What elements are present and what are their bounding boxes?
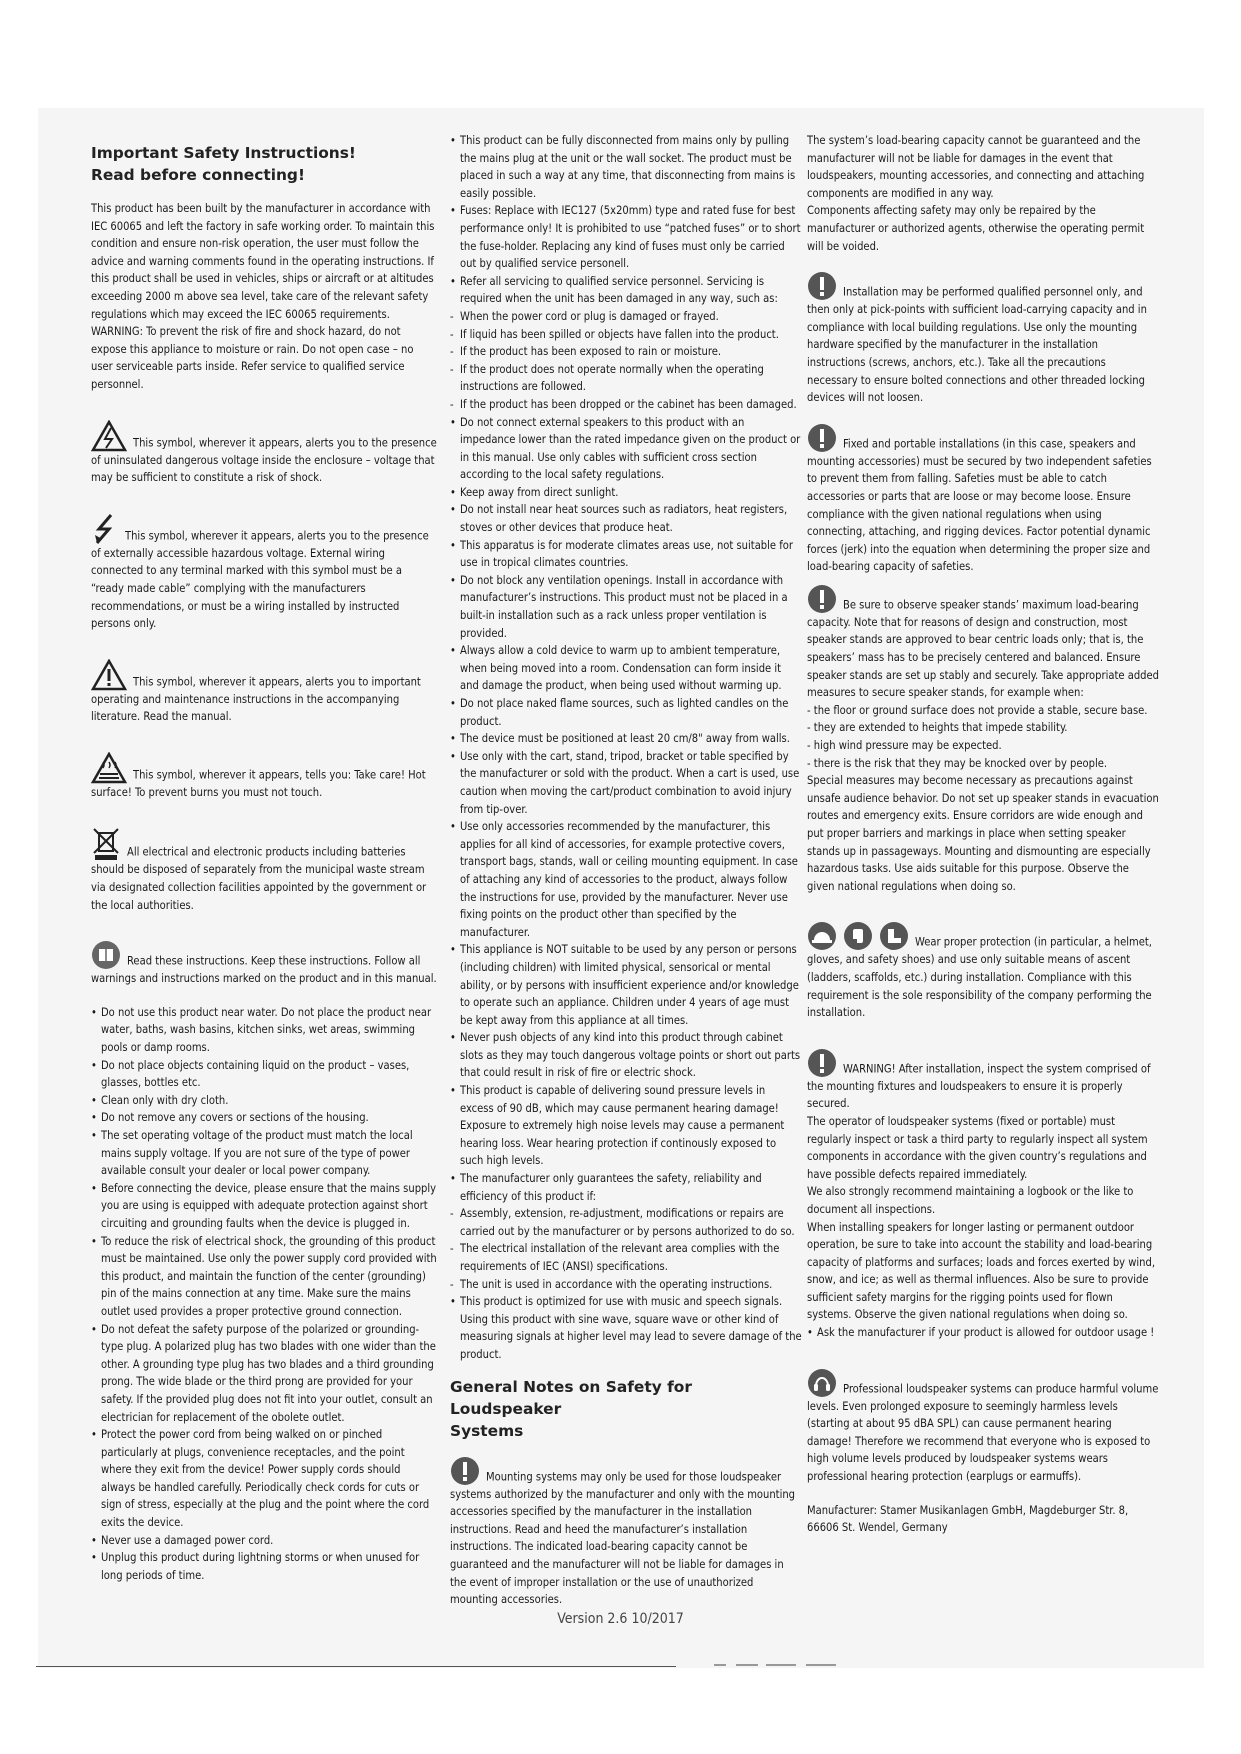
footer-fragment xyxy=(736,1664,758,1666)
list-item: • Do not place objects containing liquid on the product – vases, glasses, bottles etc. xyxy=(91,1057,437,1092)
list-item: • The device must be positioned at least 20 cm/8" away from walls. xyxy=(450,730,802,748)
list-item: • Do not remove any covers or sections of the housing. xyxy=(91,1109,437,1127)
warning-circle-icon xyxy=(807,584,837,614)
list-item: - there is the risk that they may be knocked over by people. xyxy=(807,756,1108,770)
safety-bullet-list xyxy=(91,1004,437,1585)
list-item: • Do not use this product near water. Do not place the product near water, baths, wash basins, kitchen sinks, wet areas, swimming pools or damp rooms. xyxy=(91,1004,437,1057)
symbol-weee-note: All electrical and electronic products including batteries should be disposed of separately from the municipal waste stream via designated collection facilities appointed by the government or the local authorities. xyxy=(91,827,437,914)
manufacturer-address: Manufacturer: Stamer Musikanlagen GmbH, Magdeburger Str. 8, 66606 St. Wendel, Germany xyxy=(807,1503,1129,1535)
safety-bullet-list-2 xyxy=(450,132,802,1364)
symbol-external-note: This symbol, wherever it appears, alerts you to the presence of externally accessible hazardous voltage. External wiring connected to any terminal marked with this symbol must be a “ready made cable” complying with the manufacturers recommendations, or must be a wiring installed by instructed persons only. xyxy=(91,513,437,633)
intro-paragraph: This product has been built by the manufacturer in accordance with IEC 60065 and left the factory in safe working order. To maintain this condition and ensure non-risk operation, the user must follow the advice and warning comments found in the operating instructions. If this product shall be used in vehicles, ships or aircraft or at altitudes exceeding 2000 m above sea level, take care of the relevant safety regulations which may exceed the IEC 60065 requirements. xyxy=(91,202,435,321)
list-item: • The set operating voltage of the product must match the local mains supply voltage. If you are not sure of the type of power available consult your dealer or local power company. xyxy=(91,1127,437,1180)
list-item: - The unit is used in accordance with the operating instructions. xyxy=(450,1276,802,1294)
symbol-manual-note: This symbol, wherever it appears, alerts you to important operating and maintenance instructions in the accompanying literature. Read the manual. xyxy=(91,659,437,726)
list-item: - The electrical installation of the relevant area complies with the requirements of IEC (ANSI) specifications. xyxy=(450,1240,802,1275)
list-item: • Never use a damaged power cord. xyxy=(91,1532,437,1550)
list-item: - Assembly, extension, re-adjustment, modifications or repairs are carried out by the manufacturer or by persons authorized to do so. xyxy=(450,1205,802,1240)
list-item: • This product is capable of delivering sound pressure levels in excess of 90 dB, which may cause permanent hearing damage! Exposure to extremely high noise levels may cause a permanent hearing loss. Wear hearing protection if continously exposed to such high levels. xyxy=(450,1082,802,1170)
special-measures-paragraph: Special measures may become necessary as precautions against unsafe audience behavior. Do not set up speaker stands in evacuation routes and emergency exits. Ensure corridors are wide enough and put proper barriers and markings in place when setting speaker stands up in passageways. Mounting and dismounting are especially hazardous tasks. Use aids suitable for this purpose. Observe the given national regulations when doing so. xyxy=(807,774,1159,893)
list-item: - If liquid has been spilled or objects have fallen into the product. xyxy=(450,326,802,344)
list-item: • Use only accessories recommended by the manufacturer, this applies for all kind of accessories, for example protective covers, transport bags, stands, wall or ceiling mounting equipment. In case of attaching any kind of accessories to the product, always follow the instructions for use, provided by the manufacturer. Never use fixing points on the product other than specified by the manufacturer. xyxy=(450,818,802,941)
symbol-hot-note: This symbol, wherever it appears, tells you: Take care! Hot surface! To prevent burns you must not touch. xyxy=(91,752,437,802)
fixed-portable-note: Fixed and portable installations (in this case, speakers and mounting accessories) must be secured by two independent safeties to prevent them from falling. Safeties must be able to catch accessories or parts that are loose or may become loose. Ensure compliance with the given national regulations when using connecting, attaching, and rigging devices. Factor potential dynamic forces (jerk) into the equation when determining the proper size and load-bearing capacity of safeties. xyxy=(807,423,1159,576)
warning-circle-icon xyxy=(807,423,837,453)
ear-protection-icon xyxy=(807,1368,837,1398)
column-3 xyxy=(807,132,1159,1537)
list-item: • Do not defeat the safety purpose of the polarized or grounding-type plug. A polarized plug has two blades with one wider than the other. A grounding type plug has two blades and a third grounding prong. The wide blade or the third prong are provided for your safety. If the provided plug does not fit into your outlet, consult an electrician for replacement of the obolete outlet. xyxy=(91,1321,437,1427)
list-item: - If the product does not operate normally when the operating instructions are followed. xyxy=(450,361,802,396)
outdoor-list xyxy=(807,1324,1159,1342)
lightning-bolt-icon xyxy=(91,513,119,545)
list-item: • This product can be fully disconnected from mains only by pulling the mains plug at the unit or the wall socket. The product must be placed in such a way at any time, that disconnecting from mains is easily possible. xyxy=(450,132,802,202)
list-item: - they are extended to heights that impede stability. xyxy=(807,721,1068,735)
hot-surface-icon xyxy=(91,752,127,784)
hearing-note: Professional loudspeaker systems can produce harmful volume levels. Even prolonged exposure to seemingly harmless levels (starting at about 95 dBA SPL) can cause permanent hearing damage! Therefore we recommend that everyone who is exposed to high volume levels produced by loudspeaker systems wears professional hearing protection (earplugs or earmuffs). xyxy=(807,1368,1159,1486)
exclamation-triangle-icon xyxy=(91,659,127,691)
symbol-voltage-note: This symbol, wherever it appears, alerts you to the presence of uninsulated dangerous voltage inside the enclosure – voltage that may be sufficient to constitute a risk of shock. xyxy=(91,420,437,487)
list-item: - high wind pressure may be expected. xyxy=(807,739,1002,753)
list-item: • Unplug this product during lightning storms or when unused for long periods of time. xyxy=(91,1549,437,1584)
mounting-note: Mounting systems may only be used for those loudspeaker systems authorized by the manufacturer and only with the mounting accessories specified by the manufacturer in the installation instructions. Read and heed the manufacturer’s installation instructions. The indicated load-bearing capacity cannot be guaranteed and the manufacturer will not be liable for damages in the event of improper installation or the use of unauthorized mounting accessories. xyxy=(450,1456,802,1609)
list-item: • This appliance is NOT suitable to be used by any person or persons (including children) with limited physical, sensorical or mental ability, or by persons with insufficient experience and/or knowledge to operate such an appliance. Children under 4 years of age must be kept away from this appliance at all times. xyxy=(450,941,802,1029)
helmet-icon xyxy=(807,921,837,951)
logbook-paragraph: We also strongly recommend maintaining a logbook or the like to document all inspections. xyxy=(807,1185,1134,1216)
column-1 xyxy=(91,132,437,1584)
list-item: • Do not block any ventilation openings. Install in accordance with manufacturer’s instructions. This product must not be placed in a built-in installation such as a rack unless proper ventilation is provided. xyxy=(450,572,802,642)
list-item: • Clean only with dry cloth. xyxy=(91,1092,437,1110)
list-item: - When the power cord or plug is damaged or frayed. xyxy=(450,308,802,326)
list-item: - the floor or ground surface does not provide a stable, secure base. xyxy=(807,703,1148,717)
list-item: • The manufacturer only guarantees the safety, reliability and efficiency of this product if: xyxy=(450,1170,802,1205)
components-paragraph: Components affecting safety may only be repaired by the manufacturer or authorized agents, otherwise the operating permit will be voided. xyxy=(807,204,1145,253)
list-item: • To reduce the risk of electrical shock, the grounding of this product must be maintained. Use only the power supply cord provided with this product, and maintain the function of the center (grounding) pin of the mains connection at any time. Make sure the mains outlet used provides a proper protective ground connection. xyxy=(91,1233,437,1321)
list-item: • Fuses: Replace with IEC127 (5x20mm) type and rated fuse for best performance only! It is prohibited to use “patched fuses” or to short the fuse-holder. Replacing any kind of fuses must only be carried out by qualified service personell. xyxy=(450,202,802,272)
section-title-loudspeaker: General Notes on Safety for Loudspeaker Systems xyxy=(450,1377,692,1440)
lightning-triangle-icon xyxy=(91,420,127,452)
protection-note: Wear proper protection (in particular, a helmet, gloves, and safety shoes) and use only suitable means of ascent (ladders, scaffolds, etc.) during installation. Compliance with this requirement is the sole responsibility of the company performing the installation. xyxy=(807,921,1159,1021)
symbol-read-note: Read these instructions. Keep these instructions. Follow all warnings and instructions marked on the product and in this manual. xyxy=(91,940,437,988)
document-title: Important Safety Instructions! Read before connecting! xyxy=(91,144,356,184)
list-item: • Do not install near heat sources such as radiators, heat registers, stoves or other devices that produce heat. xyxy=(450,501,802,536)
operator-paragraph: The operator of loudspeaker systems (fixed or portable) must regularly inspect or task a third party to regularly inspect all system components in accordance with the given country’s regulations and have possible defects repaired immediately. xyxy=(807,1114,1148,1181)
list-item: • Never push objects of any kind into this product through cabinet slots as they may touch dangerous voltage points or short out parts that could result in risk of fire or electric shock. xyxy=(450,1029,802,1082)
list-item: • Protect the power cord from being walked on or pinched particularly at plugs, convenience receptacles, and the point where they exit from the device! Power supply cords should always be handled carefully. Periodically check cords for cuts or sign of stress, especially at the plug and the point where the cord exits the device. xyxy=(91,1426,437,1532)
list-item: • Ask the manufacturer if your product is allowed for outdoor usage ! xyxy=(807,1324,1159,1342)
footer-fragment xyxy=(766,1664,796,1666)
list-item: • This apparatus is for moderate climates areas use, not suitable for use in tropical climates countries. xyxy=(450,537,802,572)
load-bearing-paragraph: The system’s load-bearing capacity cannot be guaranteed and the manufacturer will not be liable for damages in the event that loudspeakers, mounting accessories, and connecting and attaching components are modified in any way. xyxy=(807,134,1145,200)
installation-note: Installation may be performed qualified personnel only, and then only at pick-points with sufficient load-carrying capacity and in compliance with local building regulations. Use only the mounting hardware specified by the manufacturer in the installation instructions (screws, anchors, etc.). Take all the precautions necessary to ensure bolted connections and other threaded locking devices will not loosen. xyxy=(807,271,1159,407)
stands-note: Be sure to observe speaker stands’ maximum load-bearing capacity. Note that for reasons of design and construction, most speaker stands are approved to bear centric loads only; that is, the speakers’ mass has to be precisely centered and balanced. Ensure speaker stands are set up stably and securely. Take appropriate added measures to secure speaker stands, for example when: xyxy=(807,584,1159,702)
list-item: • Refer all servicing to qualified service personnel. Servicing is required when the unit has been damaged in any way, such as: xyxy=(450,273,802,308)
list-item: • Before connecting the device, please ensure that the mains supply you are using is equipped with adequate protection against short circuiting and grounding faults when the device is plugged in. xyxy=(91,1180,437,1233)
list-item: • Do not place naked flame sources, such as lighted candles on the product. xyxy=(450,695,802,730)
footer-rule xyxy=(36,1666,676,1667)
footer-fragment xyxy=(806,1664,836,1666)
warning-circle-icon xyxy=(450,1456,480,1486)
stand-conditions-list xyxy=(807,702,1159,772)
column-2 xyxy=(450,132,802,1609)
list-item: • Do not connect external speakers to this product with an impedance lower than the rated impedance given on the product or in this manual. Use only cables with sufficient cross section according to the local safety regulations. xyxy=(450,414,802,484)
warning-circle-icon xyxy=(807,1048,837,1078)
safety-shoes-icon xyxy=(879,921,909,951)
warning-inspection-note: WARNING! After installation, inspect the system comprised of the mounting fixtures and loudspeakers to ensure it is properly secured. xyxy=(807,1048,1159,1113)
list-item: - If the product has been exposed to rain or moisture. xyxy=(450,343,802,361)
gloves-icon xyxy=(843,921,873,951)
list-item: - If the product has been dropped or the cabinet has been damaged. xyxy=(450,396,802,414)
list-item: • Use only with the cart, stand, tripod, bracket or table specified by the manufacturer or sold with the product. When a cart is used, use caution when moving the cart/product combination to avoid injury from tip-over. xyxy=(450,748,802,818)
crossed-bin-icon xyxy=(91,827,121,861)
list-item: • Always allow a cold device to warm up to ambient temperature, when being moved into a room. Condensation can form inside it and damage the product, when being used without warming up. xyxy=(450,642,802,695)
version-footer: Version 2.6 10/2017 xyxy=(557,1611,684,1627)
footer-fragment xyxy=(714,1664,726,1666)
outdoor-paragraph: When installing speakers for longer lasting or permanent outdoor operation, be sure to take into account the stability and load-bearing capacity of platforms and surfaces; loads and forces exerted by wind, snow, and ice; as well as thermal influences. Also be sure to provide sufficient safety margins for the rigging points used for flown systems. Observe the given national regulations when doing so. xyxy=(807,1220,1156,1322)
warning-circle-icon xyxy=(807,271,837,301)
warning-paragraph: WARNING: To prevent the risk of fire and shock hazard, do not expose this appliance to moisture or rain. Do not open case – no user serviceable parts inside. Refer service to qualified service personnel. xyxy=(91,325,414,391)
read-manual-icon xyxy=(91,940,121,970)
list-item: • Keep away from direct sunlight. xyxy=(450,484,802,502)
list-item: • This product is optimized for use with music and speech signals. Using this product with sine wave, square wave or other kind of measuring signals at higher level may lead to severe damage of the product. xyxy=(450,1293,802,1363)
